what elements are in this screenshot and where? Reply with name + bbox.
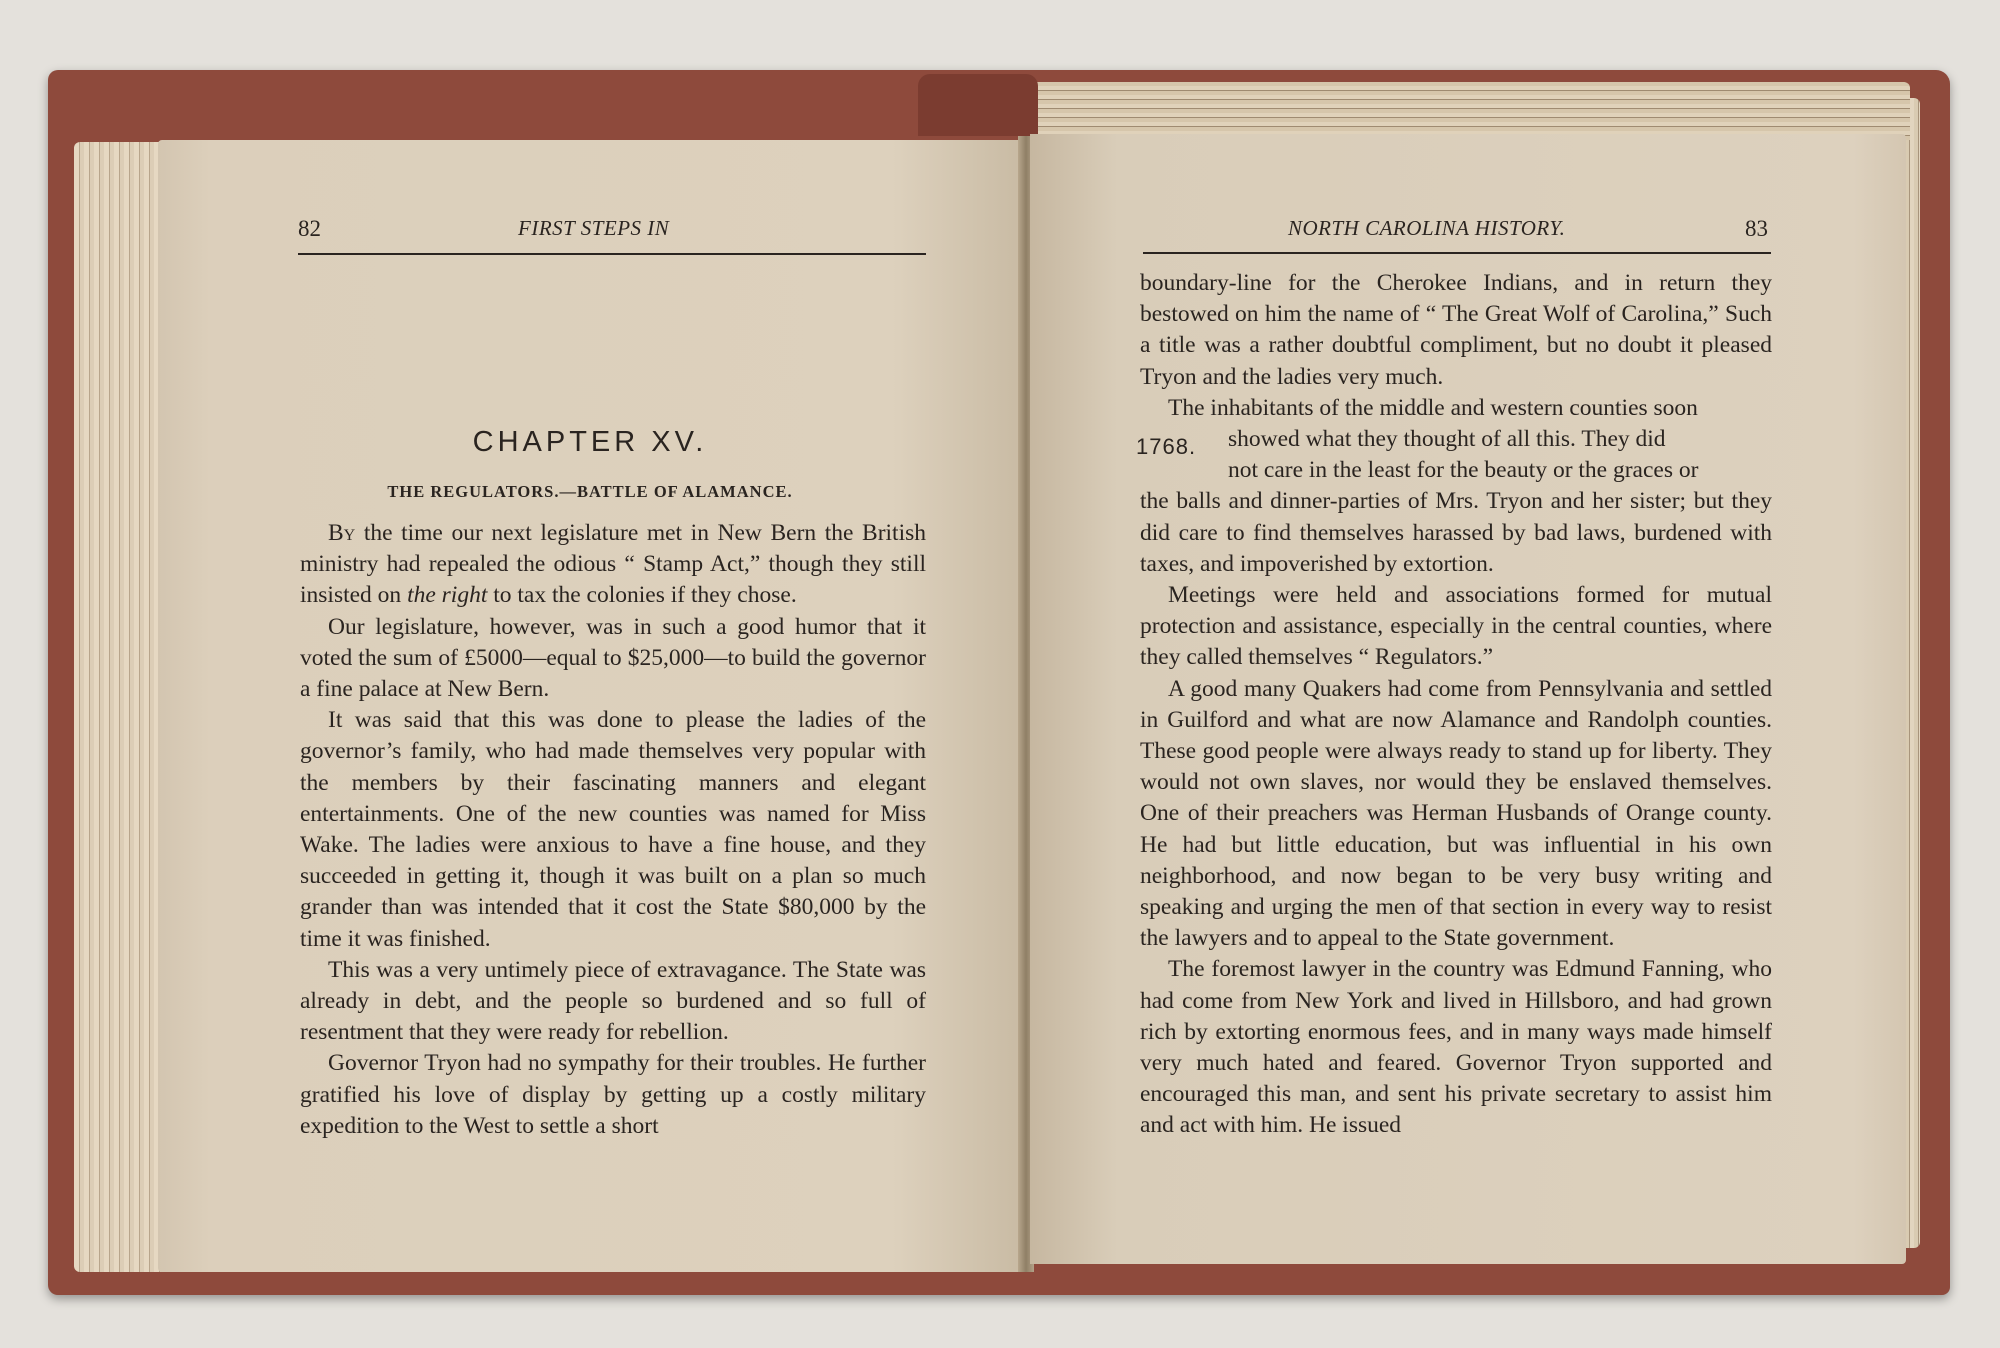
- chapter-title: CHAPTER XV.: [472, 426, 708, 458]
- paragraph: [300, 518, 926, 612]
- paragraph: Governor Tryon had no sympathy for their troubles. He further gratified his love of display by getting up a costly military expedition to the West to settle a short: [300, 1050, 926, 1139]
- paragraph: It was said that this was done to please the ladies of the governor’s family, who had made themselves very popular with the members by their fascinating manners and elegant entertainments. One of the new counties was named for Miss Wake. The ladies were anxious to have a fine house, and they succeeded in getting it, though it was built on a plan so much grander than was intended that it cost the State $80,000 by the time it was finished.: [300, 707, 926, 952]
- margin-year: 1768.: [1136, 434, 1197, 459]
- left-page-number: 82: [298, 216, 321, 241]
- paragraph: A good many Quakers had come from Pennsylvania and settled in Guilford and what are now Alamance and Randolph counties. These good people were always ready to stand up for liberty. They would not own slaves, nor would they be enslaved themselves. One of their preachers was Herman Husbands of Orange county. He had but little education, but was influential in his own neighborhood, and now began to be very busy writing and speaking and urging the men of that section in every way to resist the lawyers and to appeal to the State government.: [1140, 675, 1772, 952]
- spine-headcap: [918, 74, 1038, 136]
- right-head-rule: [1143, 252, 1771, 254]
- paragraph: Our legislature, however, was in such a good humor that it voted the sum of £5000—equal to $25,000—to build the governor a fine palace at New Bern.: [300, 613, 926, 703]
- text-line: showed what they thought of all this. They did: [1228, 426, 1666, 453]
- left-page: [158, 140, 1022, 1272]
- text-line: not care in the least for the beauty or the graces or: [1228, 457, 1699, 484]
- paragraph: Meetings were held and associations formed for mutual protection and assistance, especially in the central counties, where they called themselves “ Regulators.”: [1140, 582, 1772, 671]
- left-running-head: [158, 216, 1022, 256]
- right-body-text: [1140, 268, 1772, 1142]
- left-body-text: [300, 518, 926, 1142]
- margin-note-block: [1140, 424, 1772, 486]
- right-running-title: NORTH CAROLINA HISTORY.: [1288, 216, 1566, 240]
- paragraph-text: the time our next legislature met in New Bern the British ministry had repealed the odious “ Stamp Act,” though they still insisted on: [300, 520, 926, 609]
- paragraph: The inhabitants of the middle and western counties soon: [1168, 394, 1698, 421]
- chapter-subtitle: THE REGULATORS.—BATTLE OF ALAMANCE.: [387, 482, 793, 501]
- drop-word: By: [328, 520, 356, 546]
- page-edges-top: [1030, 82, 1910, 140]
- paragraph-text: to tax the colonies if they chose.: [487, 582, 797, 609]
- right-running-head: [1030, 216, 1906, 256]
- paragraph: boundary-line for the Cherokee Indians, and in return they bestowed on him the name of “ The Great Wolf of Carolina,” Such a title was a rather doubtful compliment, but no doubt it pleased Tryon and the ladies very much.: [1140, 270, 1772, 390]
- italic-text: the right: [407, 582, 488, 609]
- right-page: [1030, 134, 1906, 1264]
- right-page-number: 83: [1745, 216, 1768, 241]
- paragraph: The foremost lawyer in the country was Edmund Fanning, who had come from New York and lived in Hillsboro, and had grown rich by extorting enormous fees, and in many ways made himself very much hated and feared. Governor Tryon supported and encouraged this man, and sent his private secretary to assist him and act with him. He issued: [1140, 956, 1772, 1139]
- paragraph: the balls and dinner-parties of Mrs. Tryon and her sister; but they did care to find themselves harassed by bad laws, burdened with taxes, and impoverished by extortion.: [1140, 488, 1772, 577]
- left-head-rule: [298, 253, 926, 255]
- paragraph: This was a very untimely piece of extravagance. The State was already in debt, and the people so burdened and so full of resentment that they were ready for rebellion.: [300, 956, 926, 1046]
- page-edges-left: [74, 142, 166, 1272]
- left-running-title: FIRST STEPS IN: [518, 216, 670, 240]
